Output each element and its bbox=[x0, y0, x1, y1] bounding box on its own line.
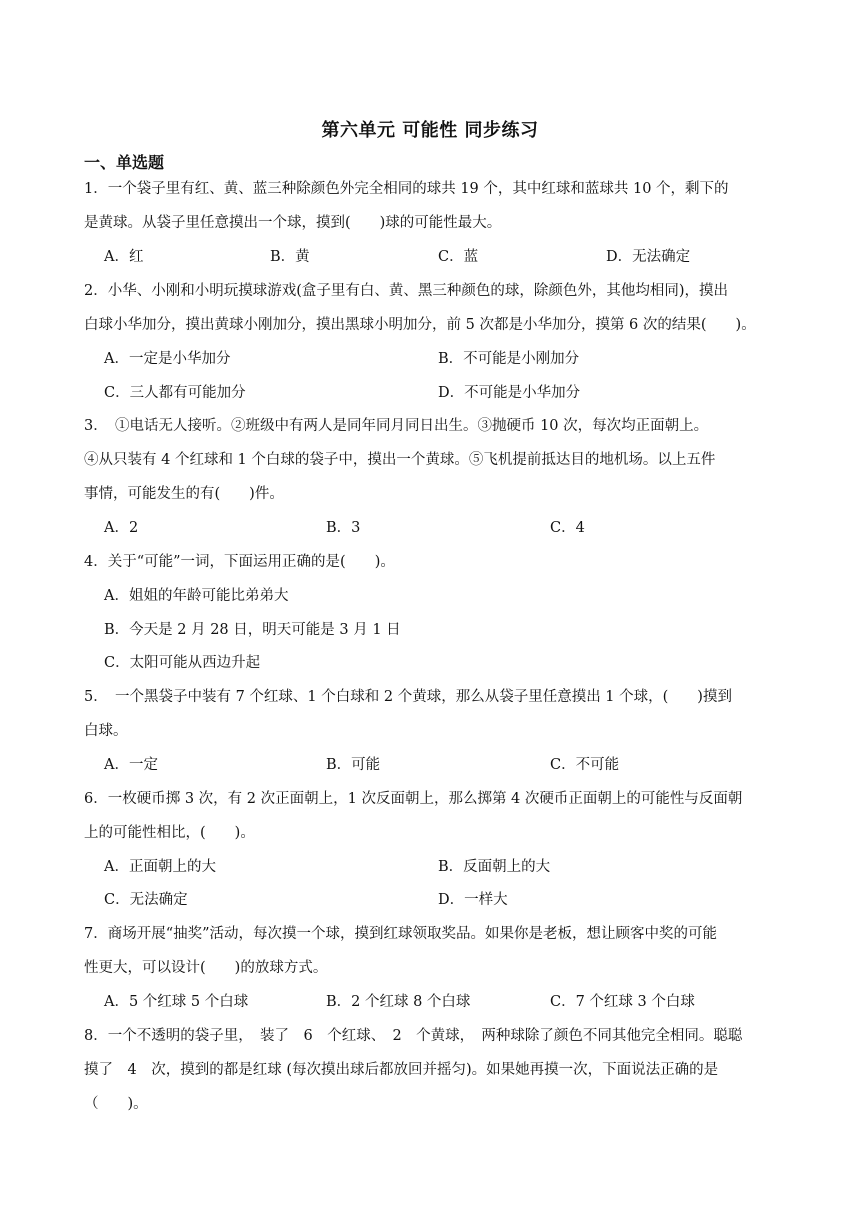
q3-option-c: C．4 bbox=[550, 520, 585, 536]
q2-option-d: D．不可能是小华加分 bbox=[438, 385, 581, 401]
q3-line-3: 事情，可能发生的有( )件。 bbox=[84, 486, 284, 502]
q8-line-3: （ )。 bbox=[84, 1096, 148, 1112]
q1-option-b: B．黄 bbox=[270, 249, 310, 265]
q4-line-1: 4．关于“可能”一词，下面运用正确的是( )。 bbox=[84, 554, 395, 570]
q3-option-a: A．2 bbox=[104, 520, 139, 536]
q2-option-c: C．三人都有可能加分 bbox=[104, 385, 246, 401]
section-heading: 一、单选题 bbox=[84, 153, 165, 172]
q1-option-d: D．无法确定 bbox=[606, 249, 691, 265]
q3-line-1: 3． ①电话无人接听。②班级中有两人是同年同月同日出生。③抛硬币 10 次，每次均正面朝上。 bbox=[84, 418, 709, 434]
q1-line-1: 1．一个袋子里有红、黄、蓝三种除颜色外完全相同的球共 19 个，其中红球和蓝球共 10 个，剩下的 bbox=[84, 181, 729, 197]
q3-option-b: B．3 bbox=[326, 520, 361, 536]
q5-line-1: 5． 一个黑袋子中装有 7 个红球、1 个白球和 2 个黄球，那么从袋子里任意摸出 1 个球，( )摸到 bbox=[84, 689, 732, 705]
q2-line-1: 2．小华、小刚和小明玩摸球游戏(盒子里有白、黄、黑三种颜色的球，除颜色外，其他均相同)，摸出 bbox=[84, 283, 729, 299]
q4-option-b: B．今天是 2 月 28 日，明天可能是 3 月 1 日 bbox=[104, 622, 401, 638]
q1-option-a: A．红 bbox=[104, 249, 144, 265]
q2-option-a: A．一定是小华加分 bbox=[104, 351, 231, 367]
q2-line-2: 白球小华加分，摸出黄球小刚加分，摸出黑球小明加分，前 5 次都是小华加分，摸第 6 次的结果( )。 bbox=[84, 317, 756, 333]
q5-line-2: 白球。 bbox=[84, 723, 128, 739]
q6-option-d: D．一样大 bbox=[438, 892, 508, 908]
q6-option-a: A．正面朝上的大 bbox=[104, 859, 216, 875]
q5-option-c: C．不可能 bbox=[550, 757, 620, 773]
q7-line-1: 7．商场开展“抽奖”活动，每次摸一个球，摸到红球领取奖品。如果你是老板，想让顾客中奖的可能 bbox=[84, 926, 718, 942]
q1-line-2: 是黄球。从袋子里任意摸出一个球，摸到( )球的可能性最大。 bbox=[84, 215, 502, 231]
q8-line-1: 8．一个不透明的袋子里， 装了 6 个红球、 2 个黄球， 两种球除了颜色不同其他完全相同。聪聪 bbox=[84, 1028, 743, 1044]
q5-option-b: B．可能 bbox=[326, 757, 381, 773]
q2-option-b: B．不可能是小刚加分 bbox=[438, 351, 580, 367]
q7-line-2: 性更大，可以设计( )的放球方式。 bbox=[84, 960, 328, 976]
q4-option-c: C．太阳可能从西边升起 bbox=[104, 655, 261, 671]
q6-line-1: 6．一枚硬币掷 3 次，有 2 次正面朝上，1 次反面朝上，那么掷第 4 次硬币正面朝上的可能性与反面朝 bbox=[84, 791, 743, 807]
q4-option-a: A．姐姐的年龄可能比弟弟大 bbox=[104, 588, 289, 604]
q7-option-c: C．7 个红球 3 个白球 bbox=[550, 994, 695, 1010]
q3-line-2: ④从只装有 4 个红球和 1 个白球的袋子中，摸出一个黄球。⑤飞机提前抵达目的地机场。以上五件 bbox=[84, 452, 716, 468]
q6-line-2: 上的可能性相比，( )。 bbox=[84, 825, 255, 841]
q7-option-a: A．5 个红球 5 个白球 bbox=[104, 994, 249, 1010]
q6-option-c: C．无法确定 bbox=[104, 892, 188, 908]
q8-line-2: 摸了 4 次，摸到的都是红球 (每次摸出球后都放回并摇匀)。如果她再摸一次，下面说法正确的是 bbox=[84, 1062, 719, 1078]
q7-option-b: B．2 个红球 8 个白球 bbox=[326, 994, 471, 1010]
q5-option-a: A．一定 bbox=[104, 757, 158, 773]
q1-option-c: C．蓝 bbox=[438, 249, 479, 265]
q6-option-b: B．反面朝上的大 bbox=[438, 859, 551, 875]
page-title: 第六单元 可能性 同步练习 bbox=[321, 120, 539, 141]
